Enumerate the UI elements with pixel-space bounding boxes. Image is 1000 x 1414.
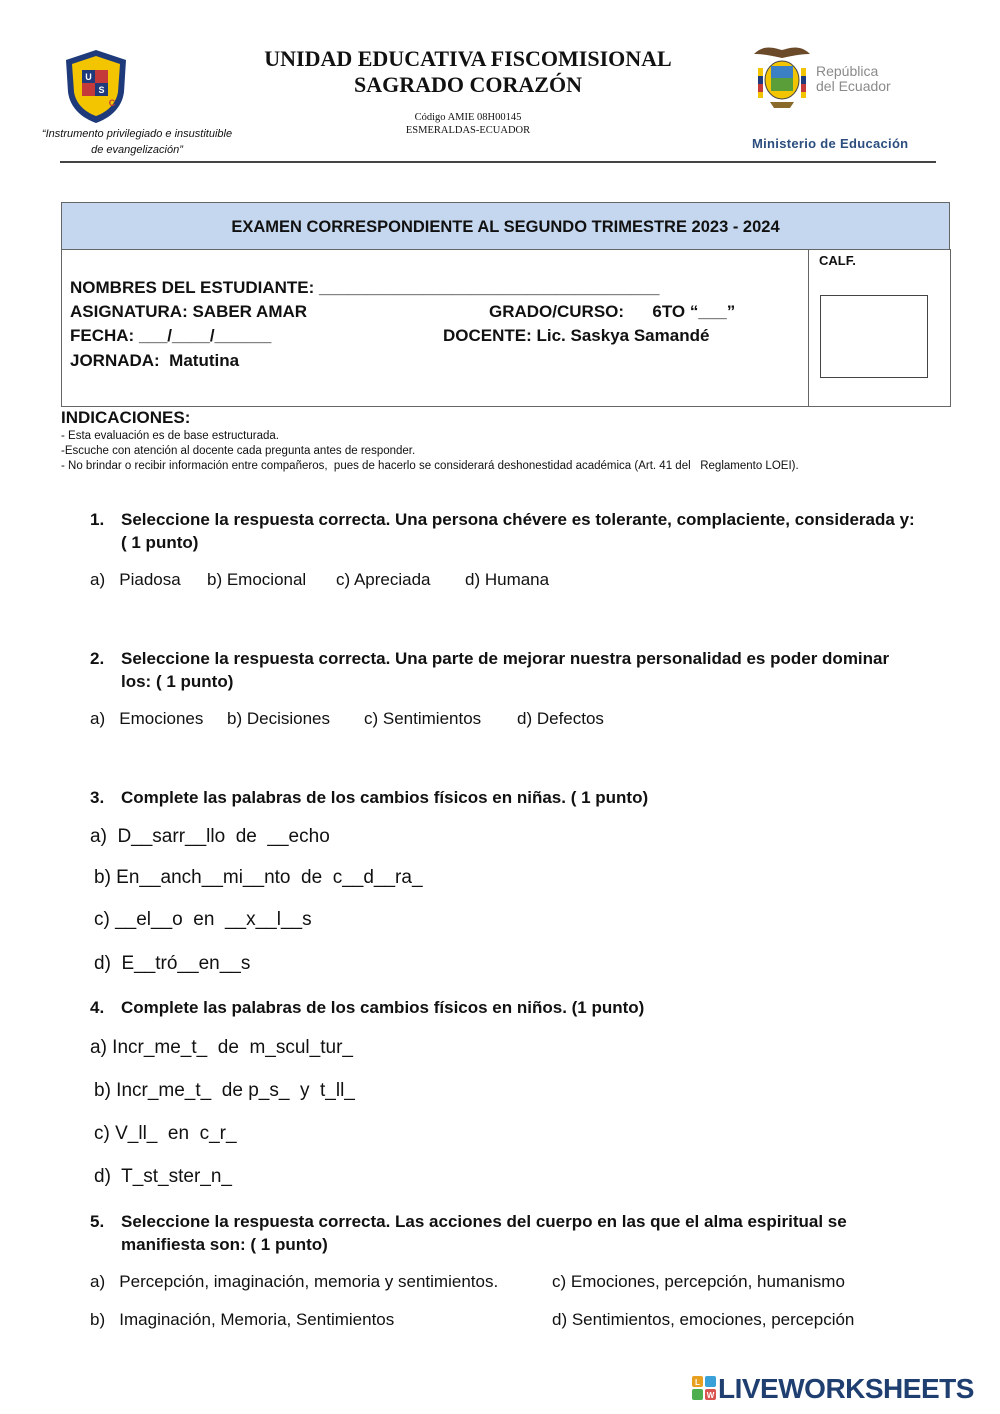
school-name-line-1: UNIDAD EDUCATIVA FISCOMISIONAL	[264, 46, 672, 71]
question-3-text: Complete las palabras de los cambios físicos en niñas. ( 1 punto)	[121, 788, 649, 807]
liveworksheets-watermark: LIVEWORKSHEETS	[718, 1373, 974, 1404]
school-motto	[10, 126, 264, 158]
q2-option-c[interactable]: c) Sentimientos	[364, 709, 482, 728]
indication-line: - Esta evaluación es de base estructurada.	[61, 430, 279, 442]
question-3-number: 3.	[90, 788, 105, 807]
school-shield-logo	[62, 48, 130, 124]
q2-option-b[interactable]: b) Decisiones	[227, 709, 330, 728]
ministerio-label: Ministerio de Educación	[752, 136, 909, 151]
subject-label: ASIGNATURA: SABER AMAR	[70, 302, 308, 321]
q5-option-a[interactable]: a) Percepción, imaginación, memoria y sentimientos.	[90, 1272, 499, 1291]
grade-box[interactable]	[820, 295, 928, 378]
question-5-text: Seleccione la respuesta correcta. Las acciones del cuerpo en las que el alma espiritual se manifiesta son: ( 1 punto)	[121, 1212, 847, 1254]
school-code	[328, 111, 608, 137]
q5-option-c[interactable]: c) Emociones, percepción, humanismo	[552, 1272, 845, 1291]
school-city: ESMERALDAS-ECUADOR	[405, 125, 531, 136]
question-4-number: 4.	[90, 998, 105, 1017]
exam-title: EXAMEN CORRESPONDIENTE AL SEGUNDO TRIMESTRE 2023 - 2024	[61, 202, 950, 250]
republica-del-ecuador	[816, 64, 891, 94]
school-name	[200, 46, 736, 98]
q1-option-b[interactable]: b) Emocional	[207, 570, 307, 589]
q1-option-c[interactable]: c) Apreciada	[336, 570, 431, 589]
question-2-text: Seleccione la respuesta correcta. Una parte de mejorar nuestra personalidad es poder dominar los: ( 1 punto)	[121, 649, 890, 691]
grade-column-divider	[808, 250, 809, 406]
q4-item-c[interactable]: c) V_ll_ en c_r_	[94, 1123, 237, 1144]
q3-item-a[interactable]: a) D__sarr__llo de __echo	[90, 826, 330, 847]
grade-label: CALF.	[819, 253, 856, 268]
motto-line-1: “Instrumento privilegiado e insustituible	[41, 128, 233, 140]
indication-line: -Escuche con atención al docente cada pregunta antes de responder.	[61, 445, 416, 457]
amie-code: Código AMIE 08H00145	[414, 112, 522, 123]
student-name-field[interactable]: NOMBRES DEL ESTUDIANTE: ____________________________________	[70, 278, 660, 297]
q1-option-a[interactable]: a) Piadosa	[90, 570, 181, 589]
svg-text:S: S	[98, 85, 105, 95]
liveworksheets-logo-icon	[692, 1376, 716, 1400]
motto-line-2: de evangelización”	[91, 144, 183, 156]
shift-label: JORNADA: Matutina	[70, 351, 240, 370]
question-1-text: Seleccione la respuesta correcta. Una persona chévere es tolerante, complaciente, considerada y: ( 1 punto)	[121, 510, 915, 552]
svg-text:C: C	[108, 98, 116, 108]
question-2-number: 2.	[90, 649, 105, 668]
question-1-number: 1.	[90, 510, 105, 529]
q5-option-d[interactable]: d) Sentimientos, emociones, percepción	[552, 1310, 855, 1329]
indication-line: - No brindar o recibir información entre compañeros, pues de hacerlo se considerará deshonestidad académica (Art. 41 del Reglamento LOEI).	[61, 460, 799, 472]
date-field[interactable]: FECHA: ___/____/______	[70, 326, 272, 345]
q3-item-b[interactable]: b) En__anch__mi__nto de c__d__ra_	[94, 867, 423, 888]
q3-item-c[interactable]: c) __el__o en __x__l__s	[94, 909, 312, 930]
teacher-label: DOCENTE: Lic. Saskya Samandé	[443, 326, 710, 345]
q5-option-b[interactable]: b) Imaginación, Memoria, Sentimientos	[90, 1310, 395, 1329]
svg-text:U: U	[85, 72, 92, 82]
q2-option-a[interactable]: a) Emociones	[90, 709, 204, 728]
ecuador-crest-icon	[748, 40, 816, 110]
republica-line-1: República	[816, 63, 879, 79]
indications-title: INDICACIONES:	[61, 408, 191, 427]
svg-text:L: L	[695, 1378, 700, 1387]
q4-item-a[interactable]: a) Incr_me_t_ de m_scul_tur_	[90, 1037, 353, 1058]
q2-option-d[interactable]: d) Defectos	[517, 709, 604, 728]
school-name-line-2: SAGRADO CORAZÓN	[354, 72, 582, 97]
question-4-text: Complete las palabras de los cambios físicos en niños. (1 punto)	[121, 998, 645, 1017]
republica-line-2: del Ecuador	[816, 78, 891, 94]
grade-course-field[interactable]: GRADO/CURSO: 6TO “___”	[489, 302, 736, 321]
q4-item-b[interactable]: b) Incr_me_t_ de p_s_ y t_ll_	[94, 1080, 355, 1101]
svg-text:W: W	[706, 1391, 715, 1400]
q1-option-d[interactable]: d) Humana	[465, 570, 550, 589]
question-5-number: 5.	[90, 1212, 105, 1231]
q3-item-d[interactable]: d) E__tró__en__s	[94, 953, 251, 974]
q4-item-d[interactable]: d) T_st_ster_n_	[94, 1166, 233, 1187]
header-divider	[60, 161, 936, 163]
